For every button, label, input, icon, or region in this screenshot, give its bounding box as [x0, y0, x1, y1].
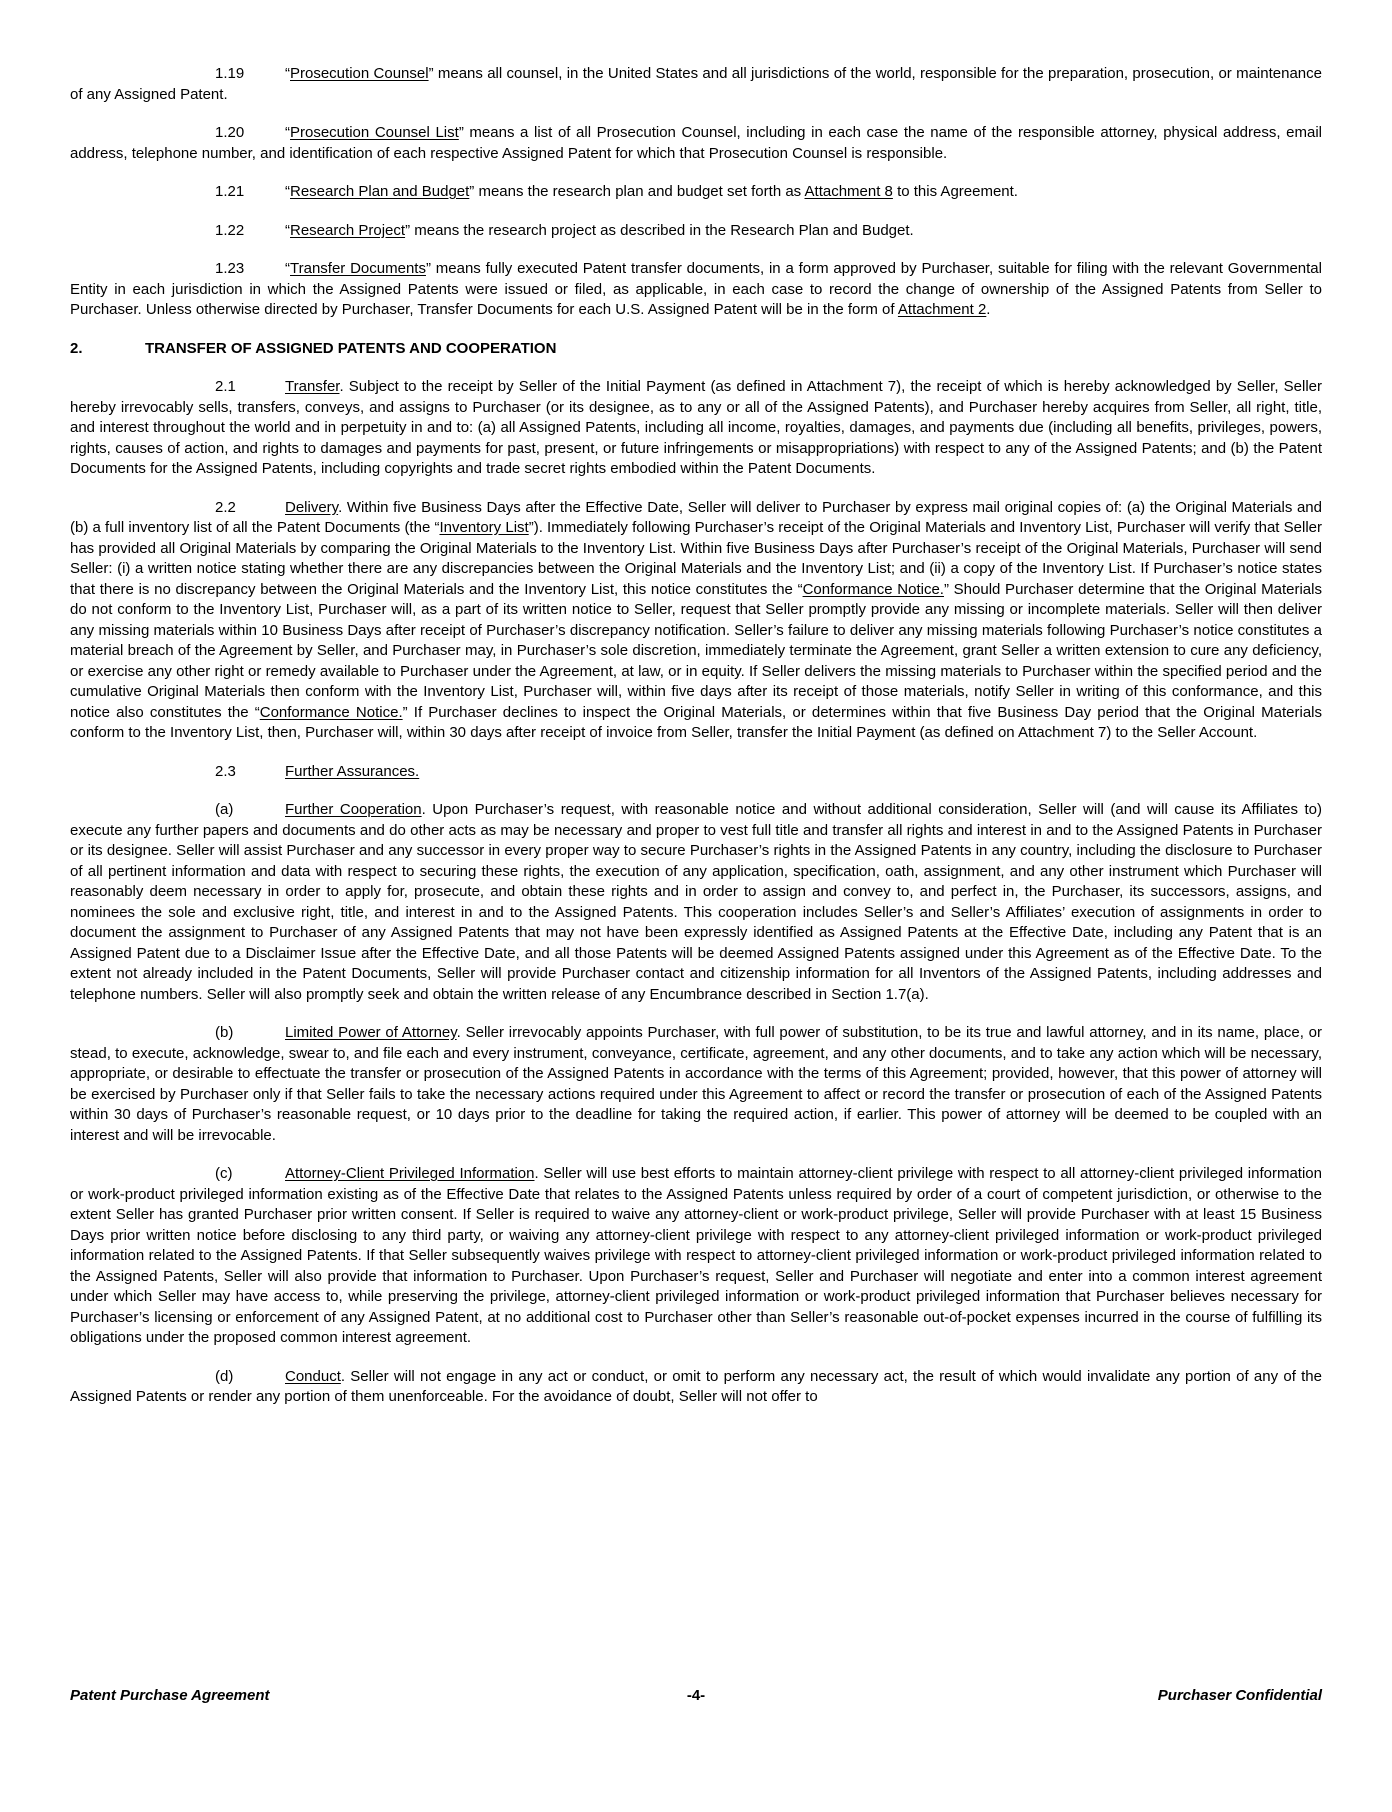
text-run: ” means the research project as described in the Research Plan and Budget. — [405, 221, 914, 239]
defined-term: Transfer Documents — [290, 260, 426, 277]
text-run: ” If Purchaser declines to inspect the Original Materials, or determines within that five Business Day period that the Original Materials conform to the Inventory List, then, Purchaser will, within 30 days after receipt of invoice from Seller, transfer the Initial Payment (as defined on Attachment 7) to the Seller Account. — [70, 703, 1322, 741]
paragraph — [70, 1164, 1322, 1349]
defined-term: Prosecution Counsel List — [290, 124, 459, 141]
paragraph-number: 1.21 — [215, 183, 245, 200]
text-run: ” means all counsel, in the United States and all jurisdictions of the world, responsible for the preparation, prosecution, or maintenance of any Assigned Patent. — [70, 65, 1322, 103]
text-run: TRANSFER OF ASSIGNED PATENTS AND COOPERATION — [145, 339, 557, 357]
defined-term: Attachment 8 — [804, 183, 893, 200]
paragraph — [70, 123, 1322, 164]
text-run: . — [986, 301, 991, 318]
defined-term: Further Assurances. — [285, 762, 420, 780]
defined-term: Delivery — [285, 498, 339, 516]
paragraph-number: 2.3 — [215, 762, 236, 780]
paragraph-number: (b) — [215, 1024, 234, 1041]
paragraph — [70, 64, 1322, 105]
defined-term: Attorney-Client Privileged Information — [285, 1165, 535, 1182]
footer-confidentiality-label: Purchaser Confidential — [1157, 1687, 1322, 1704]
text-run: . Seller will use best efforts to maintain attorney-client privilege with respect to all attorney-client privileged information or work-product privileged information existing as of the Effective Date that relates to the Assigned Patents unless required by order of a court of competent jurisdiction, or otherwise to the extent Seller has granted Purchaser prior written consent. If Seller is required to waive any attorney-client or work-product privilege, Seller will provide Purchaser with at least 15 Business Days prior written notice before disclosing to any third party, or waiving any attorney-client privilege with respect to any attorney-client privileged information or work-product privileged information related to the Assigned Patents. If that Seller subsequently waives privilege with respect to attorney-client privileged information or work-product privileged information related to the Assigned Patents, Seller will also provide that information to Purchaser. Upon Purchaser’s request, Seller and Purchaser will negotiate and enter into a common interest agreement under which Seller may have access to, while preserving the privilege, attorney-client privileged information or work-product privileged information that Purchaser believes necessary for Purchaser’s licensing or enforcement of any Assigned Patent, at no additional cost to Purchaser other than Seller’s reasonable out-of-pocket expenses incurred in the course of fulfilling its obligations under the proposed common interest agreement. — [70, 1165, 1322, 1346]
defined-term: Limited Power of Attorney — [285, 1024, 457, 1041]
text-run: . Seller irrevocably appoints Purchaser, with full power of substitution, to be its true and lawful attorney, and in its name, place, or stead, to execute, acknowledge, swear to, and file each and every instrument, conveyance, certificate, agreement, and any other documents, and to take any action which will be necessary, appropriate, or desirable to effectuate the transfer or prosecution of the Assigned Patents in accordance with the terms of this Agreement; provided, however, that this power of attorney will be exercised by Purchaser only if that Seller fails to take the necessary actions required under this Agreement to affect or record the transfer or prosecution of each of the Assigned Patents within 30 days of Purchaser’s reasonable request, or 10 days prior to the deadline for taking the required action, if earlier. This power of attorney will be deemed to be coupled with an interest and will be irrevocable. — [70, 1024, 1322, 1144]
text-run: ” means a list of all Prosecution Counsel, including in each case the name of the responsible attorney, physical address, email address, telephone number, and identification of each respective Assigned Patent for which that Prosecution Counsel is responsible. — [70, 124, 1322, 162]
section-heading — [70, 339, 1322, 360]
paragraph — [70, 1367, 1322, 1408]
paragraph — [70, 1023, 1322, 1146]
paragraph — [70, 762, 1322, 783]
text-run: ” Should Purchaser determine that the Original Materials do not conform to the Inventory List, Purchaser will, as a part of its written notice to Seller, request that Seller promptly provide any missing or incomplete materials. Seller will then deliver any missing materials within 10 Business Days after receipt of Purchaser’s discrepancy notification. Seller’s failure to deliver any missing materials following Purchaser’s notice constitutes a material breach of the Agreement by Seller, and Purchaser may, in Purchaser’s sole discretion, immediately terminate the Agreement, grant Seller a written extension to cure any deficiency, or exercise any other right or remedy available to Purchaser under the Agreement, at law, or in equity. If Seller delivers the missing materials to Purchaser within the specified period and the cumulative Original Materials then conform with the Inventory List, Purchaser will, within five days after its receipt of those materials, notify Seller in writing of this conformance, and this notice also constitutes the “ — [70, 580, 1322, 721]
text-run: . Upon Purchaser’s request, with reasonable notice and without additional consideration, Seller will (and will cause its Affiliates to) execute any further papers and documents and do other acts as may be necessary and proper to vest full title and transfer all rights and interest in and to the Assigned Patents in Purchaser or its designee. Seller will assist Purchaser and any successor in every proper way to secure Purchaser’s rights in the Assigned Patents in any country, including the disclosure to Purchaser of all pertinent information and data with respect to securing these rights, the execution of any application, specification, oath, assignment, and any other instrument which Purchaser will reasonably deem necessary in order to apply for, prosecute, and obtain these rights and in order to assign and convey to, and perfect in, the Purchaser, its successors, assigns, and nominees the sole and exclusive right, title, and interest in and to the Assigned Patents. This cooperation includes Seller’s and Seller’s Affiliates’ execution of assignments in order to document the assignment to Purchaser of any Assigned Patents that may not have been expressly identified as Assigned Patents at the Effective Date, including any Patent that is an Assigned Patent due to a Disclaimer Issue after the Effective Date, and all those Patents will be deemed Assigned Patents assigned under this Agreement as of the Effective Date. To the extent not already included in the Patent Documents, Seller will provide Purchaser contact and citizenship information for all Inventors of the Assigned Patents, including addresses and telephone numbers. Seller will also promptly seek and obtain the written release of any Encumbrance described in Section 1.7(a). — [70, 801, 1322, 1003]
page-footer — [70, 1686, 1322, 1707]
text-run: “ — [285, 260, 290, 277]
paragraph-number: 2.1 — [215, 378, 236, 395]
paragraph-number: 1.23 — [215, 260, 245, 277]
paragraph-number: (d) — [215, 1367, 234, 1385]
defined-term: Research Plan and Budget — [290, 183, 470, 200]
defined-term: Transfer — [285, 378, 340, 395]
text-run: “ — [285, 124, 290, 141]
paragraph-number: 1.20 — [215, 124, 245, 141]
paragraph-number: 2. — [70, 339, 83, 357]
paragraph-number: 2.2 — [215, 498, 236, 516]
defined-term: Inventory List — [439, 519, 529, 536]
paragraph-number: 1.22 — [215, 221, 245, 239]
defined-term: Prosecution Counsel — [290, 65, 429, 82]
paragraph — [70, 800, 1322, 1005]
text-run: “ — [285, 65, 290, 82]
defined-term: Further Cooperation — [285, 801, 422, 818]
paragraph — [70, 221, 1322, 242]
text-run: to this Agreement. — [892, 183, 1018, 200]
defined-term: Attachment 2 — [897, 301, 987, 318]
defined-term: Conduct — [285, 1367, 341, 1385]
paragraph — [70, 377, 1322, 480]
paragraph-number: (a) — [215, 801, 234, 818]
footer-document-title: Patent Purchase Agreement — [70, 1687, 270, 1704]
text-run: . Within five Business Days after the Effective Date, Seller will deliver to Purchaser by express mail original copies of: (a) the Original Materials and (b) a full inventory list of all the Patent Documents (the “ — [70, 498, 1322, 536]
paragraph — [70, 498, 1322, 744]
paragraph — [70, 259, 1322, 321]
text-run: ” means fully executed Patent transfer documents, in a form approved by Purchaser, suitable for filing with the relevant Governmental Entity in each jurisdiction in which the Assigned Patents were issued or filed, as applicable, in each case to record the change of ownership of the Assigned Patents from Seller to Purchaser. Unless otherwise directed by Purchaser, Transfer Documents for each U.S. Assigned Patent will be in the form of — [70, 260, 1322, 318]
paragraph-number: 1.19 — [215, 65, 245, 82]
text-run: ” means the research plan and budget set forth as — [469, 183, 805, 200]
paragraph — [70, 182, 1322, 203]
text-run: . Seller will not engage in any act or conduct, or omit to perform any necessary act, the result of which would invalidate any portion of any of the Assigned Patents or render any portion of them unenforceable. For the avoidance of doubt, Seller will not offer to — [70, 1367, 1322, 1405]
paragraph-number: (c) — [215, 1165, 233, 1182]
text-run: ”). Immediately following Purchaser’s receipt of the Original Materials and Inventory List, Purchaser will verify that Seller has provided all Original Materials by comparing the Original Materials to the Inventory List. Within five Business Days after Purchaser’s receipt of the Original Materials, Purchaser will send Seller: (i) a written notice stating whether there are any discrepancies between the Original Materials and the Inventory List; and (ii) a copy of the Inventory List. If Purchaser’s notice states that there is no discrepancy between the Original Materials and the Inventory List, this notice constitutes the “ — [70, 519, 1322, 598]
defined-term: Conformance Notice. — [259, 703, 403, 721]
text-run: “ — [285, 221, 290, 239]
defined-term: Conformance Notice. — [802, 580, 944, 598]
document-content — [70, 64, 1322, 1426]
footer-page-number: -4- — [686, 1687, 706, 1704]
defined-term: Research Project — [290, 221, 406, 239]
text-run: . Subject to the receipt by Seller of the Initial Payment (as defined in Attachment 7), the receipt of which is hereby acknowledged by Seller, Seller hereby irrevocably sells, transfers, conveys, and assigns to Purchaser (or its designee, as to any or all of the Assigned Patents), and Purchaser hereby acquires from Seller, all right, title, and interest throughout the world and in perpetuity in and to: (a) all Assigned Patents, including all income, royalties, damages, and payments due (including all benefits, privileges, powers, rights, causes of action, and rights to damages and payments for past, present, or future infringements or misappropriations) with respect to any of the Assigned Patents; and (b) the Patent Documents for the Assigned Patents, including copyrights and trade secret rights embodied within the Patent Documents. — [70, 378, 1322, 477]
text-run: “ — [285, 183, 290, 200]
